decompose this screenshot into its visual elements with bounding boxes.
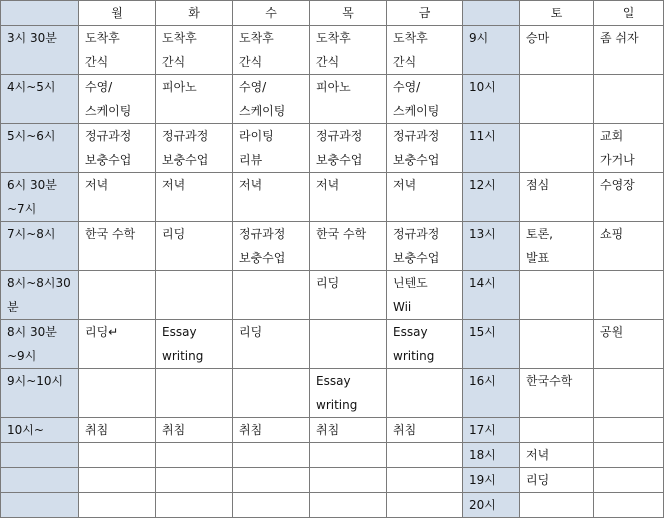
wednesday-cell xyxy=(233,369,310,418)
friday-cell: Essay writing xyxy=(387,320,463,369)
sunday-cell: 공원 xyxy=(594,320,664,369)
hour-cell: 20시 xyxy=(463,493,520,518)
header-tuesday: 화 xyxy=(156,1,233,26)
saturday-cell xyxy=(520,320,594,369)
time-cell: 8시 30분 ~9시 xyxy=(1,320,79,369)
saturday-cell xyxy=(520,75,594,124)
header-friday: 금 xyxy=(387,1,463,26)
wednesday-cell: 정규과정 보충수업 xyxy=(233,222,310,271)
schedule-row xyxy=(1,369,664,418)
time-cell: 6시 30분 ~7시 xyxy=(1,173,79,222)
monday-cell xyxy=(79,369,156,418)
thursday-cell: 취침 xyxy=(310,418,387,443)
schedule-row xyxy=(1,26,664,75)
header-row xyxy=(1,1,664,26)
monday-cell: 정규과정 보충수업 xyxy=(79,124,156,173)
thursday-cell: Essay writing xyxy=(310,369,387,418)
friday-cell xyxy=(387,443,463,468)
saturday-cell xyxy=(520,418,594,443)
time-cell: 5시~6시 xyxy=(1,124,79,173)
monday-cell: 도착후 간식 xyxy=(79,26,156,75)
wednesday-cell: 리딩 xyxy=(233,320,310,369)
schedule-row xyxy=(1,271,664,320)
time-cell: 7시~8시 xyxy=(1,222,79,271)
saturday-cell: 승마 xyxy=(520,26,594,75)
schedule-row xyxy=(1,443,664,468)
schedule-row xyxy=(1,468,664,493)
header-saturday: 토 xyxy=(520,1,594,26)
hour-cell: 11시 xyxy=(463,124,520,173)
tuesday-cell: 리딩 xyxy=(156,222,233,271)
friday-cell: 닌텐도 Wii xyxy=(387,271,463,320)
saturday-cell xyxy=(520,271,594,320)
wednesday-cell xyxy=(233,271,310,320)
schedule-row xyxy=(1,222,664,271)
schedule-row xyxy=(1,124,664,173)
tuesday-cell xyxy=(156,493,233,518)
header-time-cell xyxy=(1,1,79,26)
thursday-cell: 정규과정 보충수업 xyxy=(310,124,387,173)
saturday-cell xyxy=(520,124,594,173)
monday-cell xyxy=(79,271,156,320)
tuesday-cell: 정규과정 보충수업 xyxy=(156,124,233,173)
monday-cell: 취침 xyxy=(79,418,156,443)
sunday-cell xyxy=(594,443,664,468)
thursday-cell: 도착후 간식 xyxy=(310,26,387,75)
header-monday: 월 xyxy=(79,1,156,26)
saturday-cell: 토론, 발표 xyxy=(520,222,594,271)
hour-cell: 19시 xyxy=(463,468,520,493)
saturday-cell: 점심 xyxy=(520,173,594,222)
friday-cell xyxy=(387,493,463,518)
monday-cell xyxy=(79,468,156,493)
hour-cell: 14시 xyxy=(463,271,520,320)
hour-cell: 17시 xyxy=(463,418,520,443)
time-cell: 4시~5시 xyxy=(1,75,79,124)
thursday-cell: 리딩 xyxy=(310,271,387,320)
thursday-cell: 한국 수학 xyxy=(310,222,387,271)
tuesday-cell xyxy=(156,271,233,320)
thursday-cell xyxy=(310,468,387,493)
thursday-cell: 저녁 xyxy=(310,173,387,222)
sunday-cell xyxy=(594,369,664,418)
monday-cell: 수영/ 스케이팅 xyxy=(79,75,156,124)
monday-cell: 한국 수학 xyxy=(79,222,156,271)
time-cell xyxy=(1,468,79,493)
tuesday-cell: Essay writing xyxy=(156,320,233,369)
sunday-cell: 쇼핑 xyxy=(594,222,664,271)
tuesday-cell: 도착후 간식 xyxy=(156,26,233,75)
sunday-cell xyxy=(594,271,664,320)
thursday-cell xyxy=(310,443,387,468)
schedule-row xyxy=(1,418,664,443)
saturday-cell: 저녁 xyxy=(520,443,594,468)
friday-cell: 정규과정 보충수업 xyxy=(387,222,463,271)
time-cell: 3시 30분 xyxy=(1,26,79,75)
time-cell: 9시~10시 xyxy=(1,369,79,418)
wednesday-cell xyxy=(233,493,310,518)
wednesday-cell: 저녁 xyxy=(233,173,310,222)
monday-cell xyxy=(79,493,156,518)
sunday-cell: 수영장 xyxy=(594,173,664,222)
time-cell xyxy=(1,443,79,468)
tuesday-cell: 취침 xyxy=(156,418,233,443)
saturday-cell: 한국수학 xyxy=(520,369,594,418)
tuesday-cell xyxy=(156,468,233,493)
tuesday-cell: 저녁 xyxy=(156,173,233,222)
thursday-cell xyxy=(310,320,387,369)
header-hour-cell xyxy=(463,1,520,26)
monday-cell: 저녁 xyxy=(79,173,156,222)
schedule-row xyxy=(1,320,664,369)
hour-cell: 16시 xyxy=(463,369,520,418)
friday-cell: 정규과정 보충수업 xyxy=(387,124,463,173)
friday-cell: 저녁 xyxy=(387,173,463,222)
monday-cell xyxy=(79,443,156,468)
tuesday-cell xyxy=(156,369,233,418)
thursday-cell: 피아노 xyxy=(310,75,387,124)
wednesday-cell: 라이팅 리뷰 xyxy=(233,124,310,173)
sunday-cell xyxy=(594,418,664,443)
sunday-cell: 좀 쉬자 xyxy=(594,26,664,75)
hour-cell: 9시 xyxy=(463,26,520,75)
tuesday-cell: 피아노 xyxy=(156,75,233,124)
schedule-row xyxy=(1,75,664,124)
saturday-cell xyxy=(520,493,594,518)
friday-cell: 도착후 간식 xyxy=(387,26,463,75)
sunday-cell xyxy=(594,75,664,124)
schedule-row xyxy=(1,173,664,222)
wednesday-cell: 취침 xyxy=(233,418,310,443)
hour-cell: 13시 xyxy=(463,222,520,271)
saturday-cell: 리딩 xyxy=(520,468,594,493)
wednesday-cell: 도착후 간식 xyxy=(233,26,310,75)
sunday-cell xyxy=(594,493,664,518)
sunday-cell: 교회 가거나 xyxy=(594,124,664,173)
time-cell xyxy=(1,493,79,518)
header-wednesday: 수 xyxy=(233,1,310,26)
friday-cell: 수영/ 스케이팅 xyxy=(387,75,463,124)
header-thursday: 목 xyxy=(310,1,387,26)
friday-cell xyxy=(387,369,463,418)
hour-cell: 15시 xyxy=(463,320,520,369)
hour-cell: 18시 xyxy=(463,443,520,468)
wednesday-cell xyxy=(233,468,310,493)
hour-cell: 10시 xyxy=(463,75,520,124)
hour-cell: 12시 xyxy=(463,173,520,222)
time-cell: 8시~8시30 분 xyxy=(1,271,79,320)
schedule-row xyxy=(1,493,664,518)
monday-cell: 리딩↵ xyxy=(79,320,156,369)
sunday-cell xyxy=(594,468,664,493)
thursday-cell xyxy=(310,493,387,518)
wednesday-cell xyxy=(233,443,310,468)
wednesday-cell: 수영/ 스케이팅 xyxy=(233,75,310,124)
header-sunday: 일 xyxy=(594,1,664,26)
time-cell: 10시~ xyxy=(1,418,79,443)
friday-cell: 취침 xyxy=(387,418,463,443)
friday-cell xyxy=(387,468,463,493)
tuesday-cell xyxy=(156,443,233,468)
